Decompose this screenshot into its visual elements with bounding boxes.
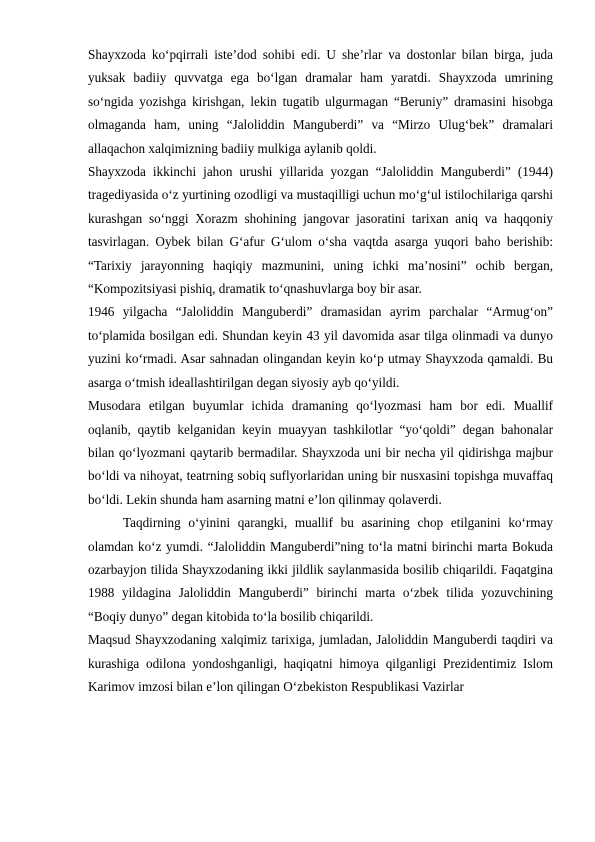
- paragraph-4: Musodara etilgan buyumlar ichida dramaning qo‘lyozmasi ham bor edi. Muallif oqlanib, qaytib kelganidan keyin muayyan tashkilotlar “yo‘qoldi” degan bahonalar bilan qo‘lyozmani qaytarib bermadilar. Shayxzoda uni bir necha yil qidirishga majbur bo‘ldi va nihoyat, teatrning sobiq suflyorlaridan uning bir nusxasini topishga muvaffaq bo‘ldi. Lekin shunda ham asarning matni e’lon qilinmay qolaverdi.: [88, 398, 553, 507]
- paragraph-1: Shayxzoda ko‘pqirrali iste’dod sohibi edi. U she’rlar va dostonlar bilan birga, juda yuksak badiiy quvvatga ega bo‘lgan dramalar ham yaratdi. Shayxzoda umrining so‘ngida yozishga kirishgan, lekin tugatib ulgurmagan “Beruniy” dramasini hisobga olmaganda ham, uning “Jaloliddin Manguberdi” va “Mirzo Ulug‘bek” dramalari allaqachon xalqimizning badiiy mulkiga aylanib qoldi.: [88, 47, 553, 156]
- document-page: [88, 43, 553, 698]
- paragraph-5: Taqdirning o‘yinini qarangki, muallif bu asarining chop etilganini ko‘rmay olamdan ko‘z yumdi. “Jaloliddin Manguberdi”ning to‘la matni birinchi marta Bokuda ozarbayjon tilida Shayxzodaning ikki jildlik saylanmasida bosilib chiqarildi. Faqatgina 1988 yildagina Jaloliddin Manguberdi” birinchi marta o‘zbek tilida yozuvchining “Boqiy dunyo” degan kitobida to‘la bosilib chiqarildi.: [88, 515, 553, 624]
- paragraph-3: 1946 yilgacha “Jaloliddin Manguberdi” dramasidan ayrim parchalar “Armug‘on” to‘plamida bosilgan edi. Shundan keyin 43 yil davomida asar tilga olinmadi va dunyo yuzini ko‘rmadi. Asar sahnadan olingandan keyin ko‘p utmay Shayxzoda qamaldi. Bu asarga o‘tmish ideallashtirilgan degan siyosiy ayb qo‘yildi.: [88, 304, 553, 390]
- paragraph-2: Shayxzoda ikkinchi jahon urushi yillarida yozgan “Jaloliddin Manguberdi” (1944) tragediyasida o‘z yurtining ozodligi va mustaqilligi uchun mo‘g‘ul istilochilariga qarshi kurashgan so‘nggi Xorazm shohining jangovar jasoratini tarixan aniq va haqqoniy tasvirlagan. Oybek bilan G‘afur G‘ulom o‘sha vaqtda asarga yuqori baho berishib: “Tarixiy jarayonning haqiqiy mazmunini, uning ichki ma’nosini” ochib bergan, “Kompozitsiyasi pishiq, dramatik to‘qnashuvlarga boy bir asar.: [88, 164, 553, 297]
- paragraph-6: Maqsud Shayxzodaning xalqimiz tarixiga, jumladan, Jaloliddin Manguberdi taqdiri va kurashiga odilona yondoshganligi, haqiqatni himoya qilganligi Prezidentimiz Islom Karimov imzosi bilan e’lon qilingan O‘zbekiston Respublikasi Vazirlar: [88, 632, 553, 694]
